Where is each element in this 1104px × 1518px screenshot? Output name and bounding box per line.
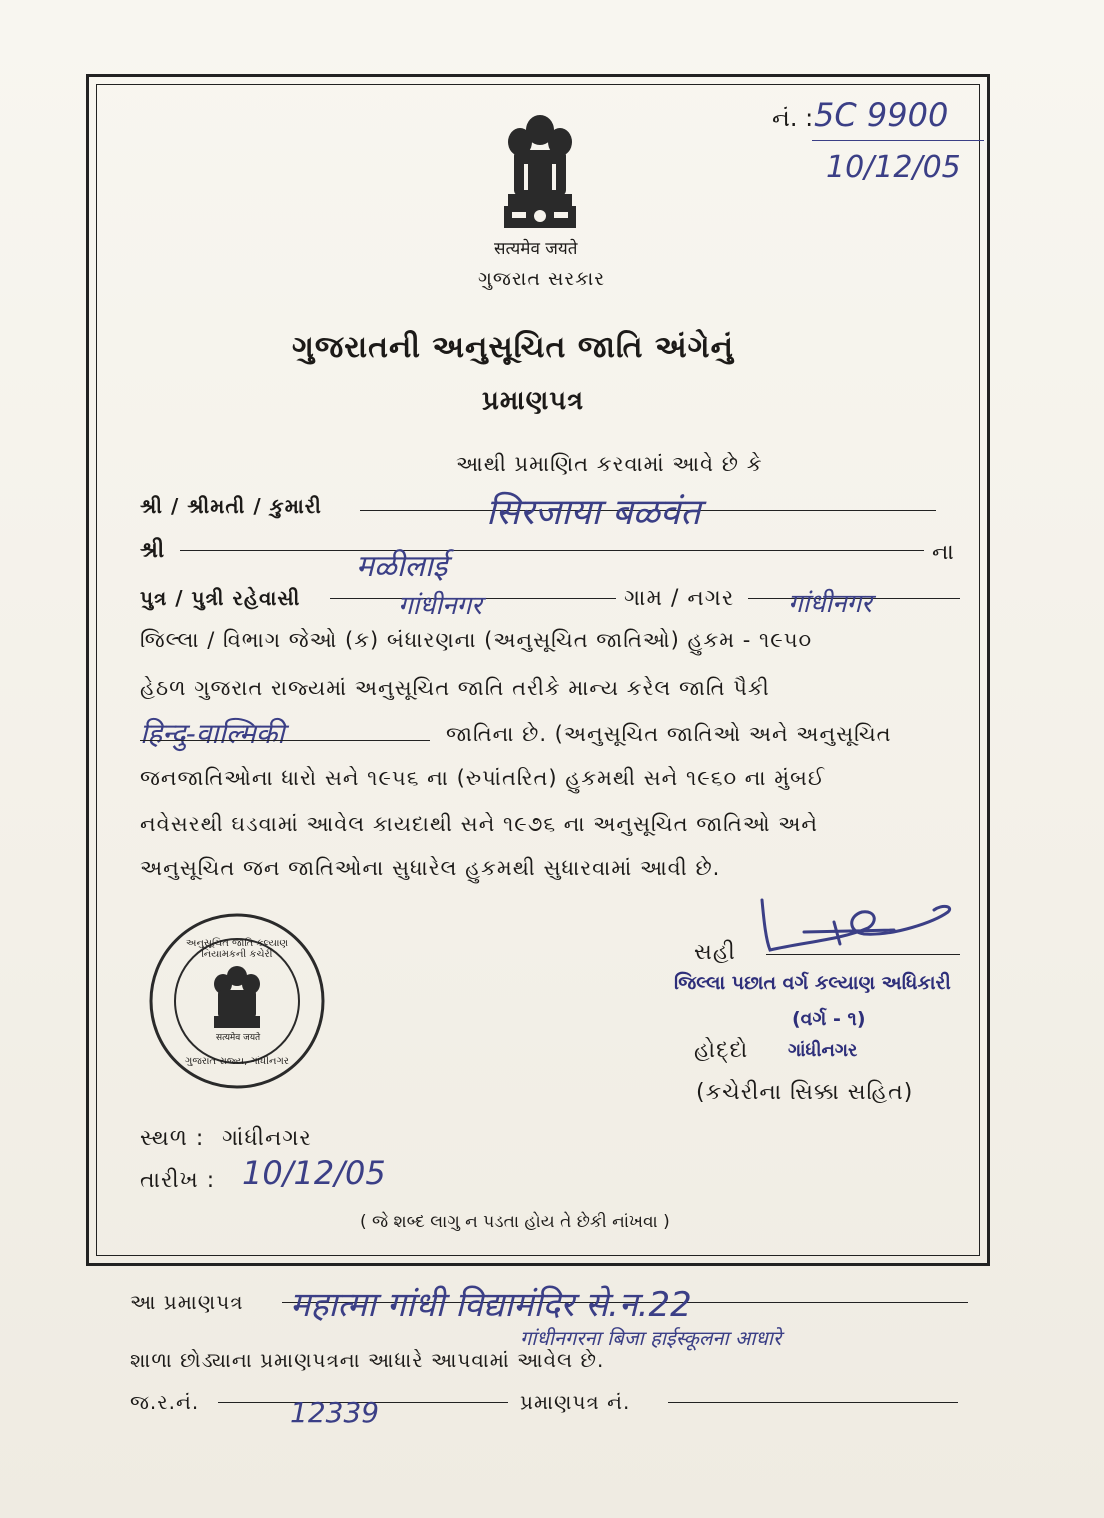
para-line-2: હેઠળ ગુજરાત રાજ્યમાં અનુસૂચિત જાતિ તરીકે માન્ય કરેલ જાતિ પૈકી bbox=[140, 676, 770, 700]
cert-number-sub: 10/12/05 bbox=[826, 150, 961, 185]
office-seal bbox=[146, 910, 328, 1092]
resident-value: गांधीनगर bbox=[398, 591, 482, 621]
strike-out-note: ( જે શબ્દ લાગુ ન પડતા હોય તે છેકી નાંખવા ) bbox=[360, 1212, 670, 1232]
seal-ring-text: અનુસૂચિત જાતિ કલ્યાણ નિયામકની કચેરી bbox=[185, 938, 289, 960]
village-label: ગામ / નગર bbox=[624, 586, 735, 611]
cert-no-label: પ્રમાણપત્ર નં. bbox=[520, 1390, 631, 1414]
signature-line bbox=[766, 954, 960, 955]
resident-label: પુત્ર / પુત્રી રહેવાસી bbox=[140, 586, 301, 610]
government-name: ગુજરાત સરકાર bbox=[478, 268, 606, 290]
emblem-motto: सत्यमेव जयते bbox=[494, 239, 578, 259]
place-label: સ્થળ : bbox=[140, 1126, 205, 1151]
signature-scribble-icon bbox=[744, 892, 964, 962]
post-place: ગાંધીનગર bbox=[788, 1040, 858, 1061]
officer-class: (વર્ગ - ૧) bbox=[792, 1008, 866, 1030]
para-line-5: નવેસરથી ઘડવામાં આવેલ કાયદાથી સને ૧૯૭૬ ના અનુસૂચિત જાતિઓ અને bbox=[140, 812, 819, 836]
cert-number-label: નં. : bbox=[772, 104, 814, 132]
para-line-3: જાતિના છે. (અનુસૂચિત જાતિઓ અને અનુસૂચિત bbox=[446, 722, 892, 746]
father-suffix: ના bbox=[932, 540, 955, 565]
date-label: તારીખ : bbox=[140, 1168, 216, 1193]
name-value: सिरजाया बळवंत bbox=[486, 492, 701, 533]
para-line-1: જિલ્લા / વિભાગ જેઓ (ક) બંધારણના (અનુસૂચિત જાતિઓ) હુકમ - ૧૯૫૦ bbox=[140, 628, 813, 652]
basis-value-2: गांधीनगरना बिजा हाईस्कूलना आधारे bbox=[520, 1326, 782, 1350]
name-label: શ્રી / શ્રીમતી / કુમારી bbox=[140, 494, 322, 518]
post-label: હોદ્દો bbox=[694, 1038, 749, 1063]
cert-number-value: 5C 9900 bbox=[814, 96, 949, 134]
date-value: 10/12/05 bbox=[242, 1154, 386, 1192]
para-line-4: જનજાતિઓના ધારો સને ૧૯૫૬ ના (રુપાંતરિત) હુકમથી સને ૧૯૬૦ ના મુંબઈ bbox=[140, 766, 826, 790]
father-label: શ્રી bbox=[140, 538, 166, 563]
basis-label: આ પ્રમાણપત્ર bbox=[130, 1290, 244, 1314]
place-value: ગાંધીનગર bbox=[222, 1126, 312, 1151]
certificate-subtitle: પ્રમાણપત્ર bbox=[482, 386, 585, 416]
seal-motto: सत्यमेव जयते bbox=[216, 1033, 261, 1043]
village-value: गांधीनगर bbox=[788, 589, 872, 619]
sign-label: સહી bbox=[694, 940, 736, 965]
basis-line-2: શાળા છોડ્યાના પ્રમાણપત્રના આધારે આપવામાં આવેલ છે. bbox=[130, 1348, 605, 1372]
jr-number-value: 12339 bbox=[290, 1396, 380, 1429]
father-value: मळीलाई bbox=[356, 549, 448, 584]
caste-value: हिन्दु-वाल्मिकी bbox=[140, 717, 285, 750]
certify-intro: આથી પ્રમાણિત કરવામાં આવે છે કે bbox=[456, 452, 763, 476]
certificate-title: ગુજરાતની અનુસૂચિત જાતિ અંગેનું bbox=[292, 330, 734, 365]
office-seal-note: (કચેરીના સિક્કા સહિત) bbox=[696, 1080, 914, 1105]
father-line bbox=[180, 550, 924, 551]
caste-line bbox=[140, 740, 430, 741]
officer-designation: જિલ્લા પછાત વર્ગ કલ્યાણ અધિકારી bbox=[674, 972, 951, 994]
seal-bottom-text: ગુજરાત રાજ્ય, ગાંધીનગર bbox=[185, 1056, 289, 1067]
national-emblem-icon bbox=[498, 108, 582, 232]
cert-number-underline bbox=[812, 140, 984, 141]
jr-number-label: જ.ર.નં. bbox=[130, 1390, 200, 1414]
para-line-6: અનુસૂચિત જન જાતિઓના સુધારેલ હુકમથી સુધારવામાં આવી છે. bbox=[140, 856, 721, 880]
cert-no-line bbox=[668, 1402, 958, 1403]
basis-value: महात्मा गांधी विद्यामंदिर से.न.22 bbox=[290, 1285, 692, 1325]
